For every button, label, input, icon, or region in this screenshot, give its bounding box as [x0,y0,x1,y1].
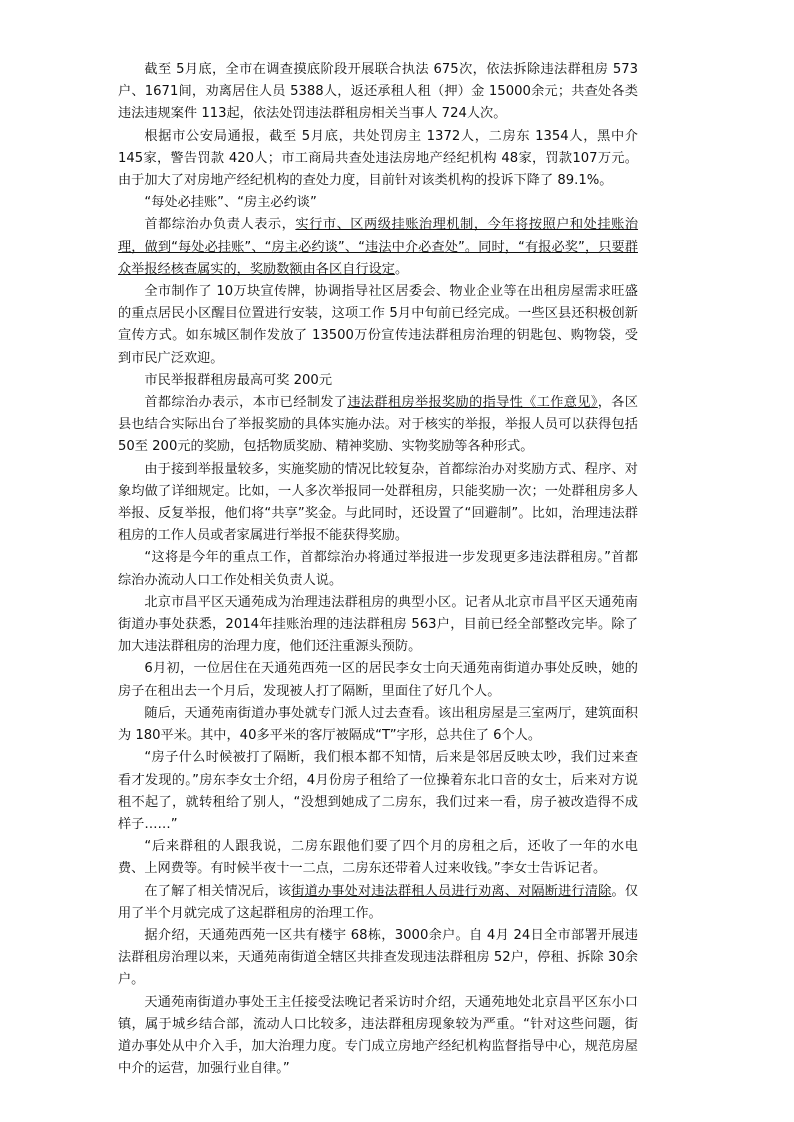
paragraph [118,370,638,392]
text-segment: 全市制作了 10万块宣传牌，协调指导社区居委会、物业企业等在出租房屋需求旺盛的重点居民小区醒目位置进行安装，这项工作 5月中旬前已经完成。一些区县还积极创新宣传方式。如东城区制作发放了 13500万份宣传违法群租房治理的钥匙包、购物袋，受到市民广泛欢迎。 [118,284,638,366]
paragraph [118,992,638,1081]
underlined-text: 违法群租房举报奖励的指导性《工作意见》 [347,395,598,411]
text-segment: 6月初，一位居住在天通苑西苑一区的居民李女士向天通苑南街道办事处反映，她的房子在租出去一个月后，发现被人打了隔断，里面住了好几个人。 [118,661,638,699]
text-segment: 截至 5月底，全市在调查摸底阶段开展联合执法 675次，依法拆除违法群租房 573户、1671间，劝离居住人员 5388人，返还承租人租（押）金 15000余元；共查处各类违法违规案件 113起，依法处罚违法群租房相关当事人 724人次。 [118,62,638,122]
underlined-text: 实行市、区两级挂账治理机制，今年将按照户和处挂账治理，做到“每处必挂账”、“房主必约谈”、“违法中介必查处”。同时，“有报必奖”，只要群众举报经核查属实的，奖励数额由各区自行设定 [118,217,639,277]
text-segment: ，各区县也结合实际出台了举报奖励的具体实施办法。对于核实的举报，举报人员可以获得包括 50至 200元的奖励，包括物质奖励、精神奖励、实物奖励等各种形式。 [118,395,638,455]
paragraph [118,547,638,591]
text-segment: 。仅用了半个月就完成了这起群租房的治理工作。 [118,883,639,921]
text-segment: 随后，天通苑南街道办事处就专门派人过去查看。该出租房屋是三室两厅，建筑面积为 180平米。其中，40多平米的客厅被隔成“T”字形，总共住了 6个人。 [118,705,638,744]
text-segment: 根据市公安局通报，截至 5月底，共处罚房主 1372人，二房东 1354人，黑中介 145家，警告罚款 420人；市工商局共查处违法房地产经纪机构 48家，罚款107万元。由于加大了对房地产经纪机构的查处力度，目前针对该类机构的投诉下降了 89.1%。 [118,128,638,189]
paragraph [118,192,638,214]
paragraph [118,658,638,702]
text-segment: 在了解了相关情况后，该 [144,883,292,899]
paragraph [118,126,638,193]
paragraph [118,747,638,836]
paragraph [118,59,638,126]
paragraph [118,592,638,659]
paragraph [118,214,638,281]
text-segment: 天通苑南街道办事处王主任接受法晚记者采访时介绍，天通苑地处北京昌平区东小口镇，属于城乡结合部，流动人口比较多，违法群租房现象较为严重。“针对这些问题，街道办事处从中介入手，加大治理力度。专门成立房地产经纪机构监督指导中心，规范房屋中介的运营，加强行业自律。” [118,994,638,1077]
text-segment: “后来群租的人跟我说，二房东跟他们要了四个月的房租之后，还收了一年的水电费、上网费等。有时候半夜十一二点，二房东还带着人过来收钱。”李女士告诉记者。 [118,839,638,877]
text-segment: 由于接到举报量较多，实施奖励的情况比较复杂，首都综治办对奖励方式、程序、对象均做了详细规定。比如，一人多次举报同一处群租房，只能奖励一次；一处群租房多人举报、反复举报，他们将“共享”奖金。与此同时，还设置了“回避制”。比如，治理违法群租房的工作人员或者家属进行举报不能获得奖励。 [118,461,638,544]
text-segment: 北京市昌平区天通苑成为治理违法群租房的典型小区。记者从北京市昌平区天通苑南街道办事处获悉，2014年挂账治理的违法群租房 563户，目前已经全部整改完毕。除了加大违法群租房的治理力度，他们还注重源头预防。 [118,594,638,655]
article-body [118,59,638,1080]
paragraph [118,281,638,370]
paragraph [118,881,638,925]
text-segment: 据介绍，天通苑西苑一区共有楼宇 68栋，3000余户。自 4月 24日全市部署开展违法群租房治理以来，天通苑南街道全辖区共排查发现违法群租房 52户，停租、拆除 30余户。 [118,927,638,988]
paragraph [118,459,638,548]
underlined-text: 街道办事处对违法群租人员进行劝离、对隔断进行清除 [291,883,612,899]
paragraph [118,392,638,459]
text-segment: “房子什么时候被打了隔断，我们根本都不知情，后来是邻居反映太吵，我们过来查看才发现的。”房东李女士介绍，4月份房子租给了一位操着东北口音的女士，后来对方说租不起了，就转租给了别人，“没想到她成了二房东，我们过来一看，房子被改造得不成样子……” [118,750,638,832]
text-segment: 市民举报群租房最高可奖 200元 [144,372,333,388]
text-segment: 首都综治办负责人表示， [144,217,296,233]
paragraph [118,703,638,747]
text-segment: “这将是今年的重点工作，首都综治办将通过举报进一步发现更多违法群租房。”首都综治办流动人口工作处相关负责人说。 [118,550,638,588]
text-segment: “每处必挂账”、“房主必约谈” [144,195,317,211]
paragraph [118,836,638,880]
text-segment: 。 [394,261,409,277]
paragraph [118,925,638,992]
text-segment: 首都综治办表示，本市已经制发了 [144,395,348,411]
